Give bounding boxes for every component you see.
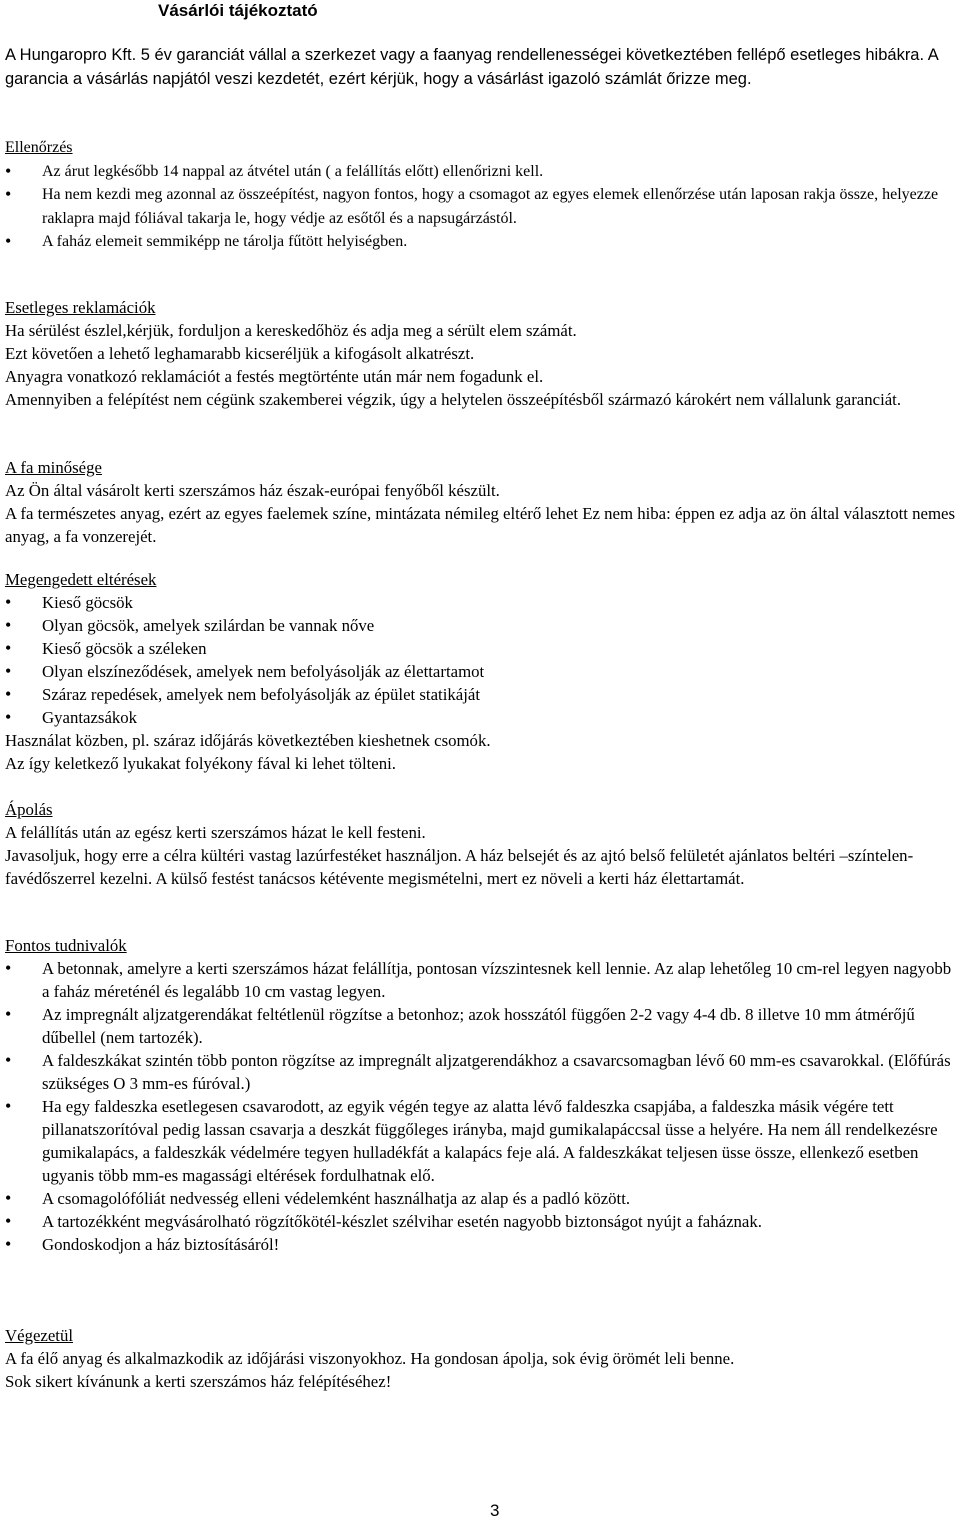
list-item: • A tartozékként megvásárolható rögzítőkötél-készlet szélvihar esetén nagyobb biztonságot nyújt a faháznak. xyxy=(5,1210,955,1233)
paragraph-line: Használat közben, pl. száraz időjárás következtében kieshetnek csomók. xyxy=(5,731,491,750)
paragraph-line: Sok sikert kívánunk a kerti szerszámos ház felépítéséhez! xyxy=(5,1372,392,1391)
intro-paragraph: A Hungaropro Kft. 5 év garanciát vállal a szerkezet vagy a faanyag rendellenességei következtében fellépő esetleges hibákra. A garancia a vásárlás napjától veszi kezdetét, ezért kérjük, hogy a vásárlást igazoló számlát őrizze meg. xyxy=(5,46,938,88)
list-item: • Száraz repedések, amelyek nem befolyásolják az épület statikáját xyxy=(5,683,955,706)
paragraph-line: Amennyiben a felépítést nem cégünk szakemberei végzik, úgy a helytelen összeépítésből származó károkért nem vállalunk garanciát. xyxy=(5,390,902,409)
section-heading: Ellenőrzés xyxy=(5,139,73,156)
section-heading: Végezetül xyxy=(5,1326,74,1345)
paragraph-line: A felállítás után az egész kerti szerszámos házat le kell festeni. xyxy=(5,823,426,842)
list-item: • Kieső göcsök xyxy=(5,591,955,614)
section-ellenorzes xyxy=(5,136,955,254)
list-item: • A faház elemeit semmiképp ne tárolja fűtött helyiségben. xyxy=(5,230,955,254)
page-number: 3 xyxy=(490,1501,500,1520)
section-apolas xyxy=(5,798,955,890)
section-heading: A fa minősége xyxy=(5,458,102,477)
list-item: • A betonnak, amelyre a kerti szerszámos házat felállítja, pontosan vízszintesnek kell lennie. Az alap lehetőleg 10 cm-rel legyen nagyobb a faház méreténél és legalább 10 cm vastag legyen. xyxy=(5,957,955,1003)
section-heading: Fontos tudnivalók xyxy=(5,936,127,955)
list-item: • Gyantazsákok xyxy=(5,706,955,729)
bullet-list xyxy=(5,160,955,254)
section-vegezetul xyxy=(5,1324,955,1393)
paragraph-line: Ha sérülést észlel,kérjük, forduljon a kereskedőhöz és adja meg a sérült elem számát. xyxy=(5,321,577,340)
section-elteresek xyxy=(5,568,955,775)
section-heading: Ápolás xyxy=(5,800,53,819)
paragraph-line: Az így keletkező lyukakat folyékony fával ki lehet tölteni. xyxy=(5,754,396,773)
list-item: • A faldeszkákat szintén több ponton rögzítse az impregnált aljzatgerendákhoz a csavarcsomagban lévő 60 mm-es csavarokkal. (Előfúrás szükséges O 3 mm-es fúróval.) xyxy=(5,1049,955,1095)
paragraph-line: Javasoljuk, hogy erre a célra kültéri vastag lazúrfestéket használjon. A ház belsejét és az ajtó belső felületét ajánlatos beltéri –színtelen- favédőszerrel kezelni. A külső festést tanácsos kétévente megismételni, mert ez növeli a kerti ház élettartamát. xyxy=(5,846,914,888)
section-heading: Esetleges reklamációk xyxy=(5,298,156,317)
paragraph-line: A fa természetes anyag, ezért az egyes faelemek színe, mintázata némileg eltérő lehet Ez nem hiba: éppen ez adja az ön által választott nemes anyag, a fa vonzerejét. xyxy=(5,504,956,546)
paragraph-line: Ezt követően a lehető leghamarabb kicseréljük a kifogásolt alkatrészt. xyxy=(5,344,475,363)
list-item: • Gondoskodjon a ház biztosításáról! xyxy=(5,1233,955,1256)
list-item: • A csomagolófóliát nedvesség elleni védelemként használhatja az alap és a padló között. xyxy=(5,1187,955,1210)
paragraph-line: A fa élő anyag és alkalmazkodik az időjárási viszonyokhoz. Ha gondosan ápolja, sok évig örömét leli benne. xyxy=(5,1349,735,1368)
section-heading: Megengedett eltérések xyxy=(5,570,157,589)
section-minoseg xyxy=(5,456,955,548)
bullet-list xyxy=(5,957,955,1256)
list-item: • Olyan elszíneződések, amelyek nem befolyásolják az élettartamot xyxy=(5,660,955,683)
section-reklamaciok xyxy=(5,296,955,411)
list-item: • Olyan göcsök, amelyek szilárdan be vannak nőve xyxy=(5,614,955,637)
section-tudnivalok xyxy=(5,934,955,1256)
list-item: • Az impregnált aljzatgerendákat feltétlenül rögzítse a betonhoz; azok hosszától függően 2-2 vagy 4-4 db. 8 illetve 10 mm átmérőjű dűbellel (nem tartozék). xyxy=(5,1003,955,1049)
list-item: • Ha nem kezdi meg azonnal az összeépítést, nagyon fontos, hogy a csomagot az egyes elemek ellenőrzése után laposan rakja össze, helyezze raklapra majd fóliával takarja le, hogy védje az esőtől és a napsugárzástól. xyxy=(5,183,955,230)
bullet-list xyxy=(5,591,955,729)
list-item: • Kieső göcsök a széleken xyxy=(5,637,955,660)
document-title: Vásárlói tájékoztató xyxy=(158,1,318,20)
paragraph-line: Anyagra vonatkozó reklamációt a festés megtörténte után már nem fogadunk el. xyxy=(5,367,544,386)
paragraph-line: Az Ön által vásárolt kerti szerszámos ház észak-európai fenyőből készült. xyxy=(5,481,500,500)
list-item: • Ha egy faldeszka esetlegesen csavarodott, az egyik végén tegye az alatta lévő faldeszka csapjába, a faldeszka másik végére tett pillanatszorítóval pedig lassan csavarja a deszkát függőleges irányba, majd gumikalapáccsal üsse a helyére. Ha nem áll rendelkezésre gumikalapács, a faldeszkák védelmére tegyen hulladékfát a kalapács feje alá. A faldeszkákat teljesen üsse össze, ellenkező esetben ugyanis több mm-es magassági eltérések fordulhatnak elő. xyxy=(5,1095,955,1187)
list-item: • Az árut legkésőbb 14 nappal az átvétel után ( a felállítás előtt) ellenőrizni kell. xyxy=(5,160,955,184)
